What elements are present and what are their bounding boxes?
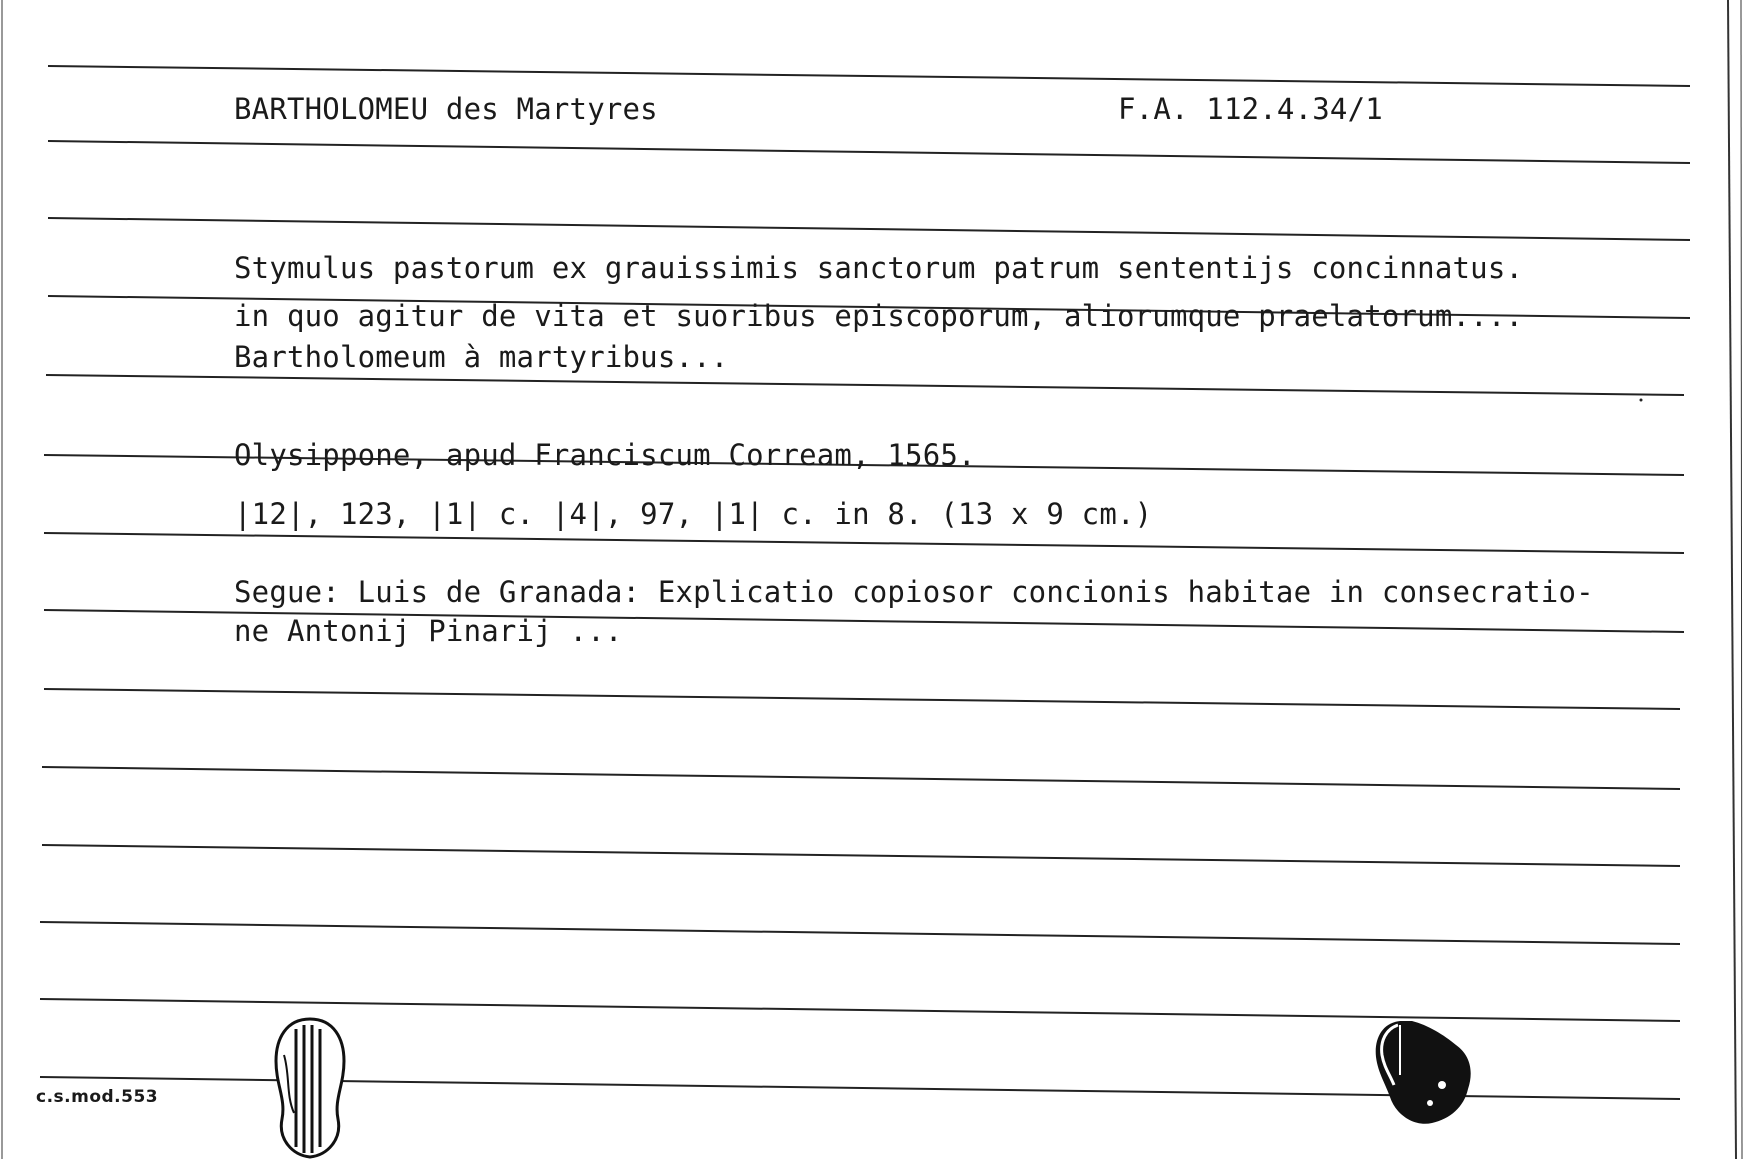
card-edge-right [1728, 0, 1736, 1159]
rule-line [42, 767, 1680, 789]
note-line-1: Segue: Luis de Granada: Explicatio copiosor concionis habitae in consecratio- [234, 575, 1594, 609]
card-edge-right-inner [1741, 0, 1742, 1159]
rule-line [42, 845, 1680, 866]
rule-line [44, 533, 1684, 553]
binding-hole-right-icon [1370, 1015, 1480, 1130]
note-line-2: ne Antonij Pinarij ... [234, 614, 623, 648]
stray-mark [1640, 399, 1643, 402]
rule-line [44, 689, 1680, 709]
collation: |12|, 123, |1| c. |4|, 97, |1| c. in 8. (13 x 9 cm.) [234, 497, 1153, 531]
rule-line [48, 66, 1690, 86]
imprint: Olysippone, apud Franciscum Corream, 1565. [234, 438, 976, 472]
rule-line [48, 218, 1690, 240]
title-line-2: in quo agitur de vita et suoribus episcoporum, aliorumque praelatorum.... [234, 299, 1524, 333]
shelfmark: F.A. 112.4.34/1 [1118, 92, 1383, 126]
rule-line [46, 375, 1684, 395]
title-line-3: Bartholomeum à martyribus... [234, 340, 729, 374]
title-line-1: Stymulus pastorum ex grauissimis sanctorum patrum sententijs concinnatus. [234, 251, 1524, 285]
form-code: c.s.mod.553 [36, 1087, 159, 1107]
author-heading: BARTHOLOMEU des Martyres [234, 92, 658, 126]
rule-line [48, 141, 1690, 163]
rule-line [40, 922, 1680, 944]
binding-hole-left-icon [268, 1015, 352, 1159]
